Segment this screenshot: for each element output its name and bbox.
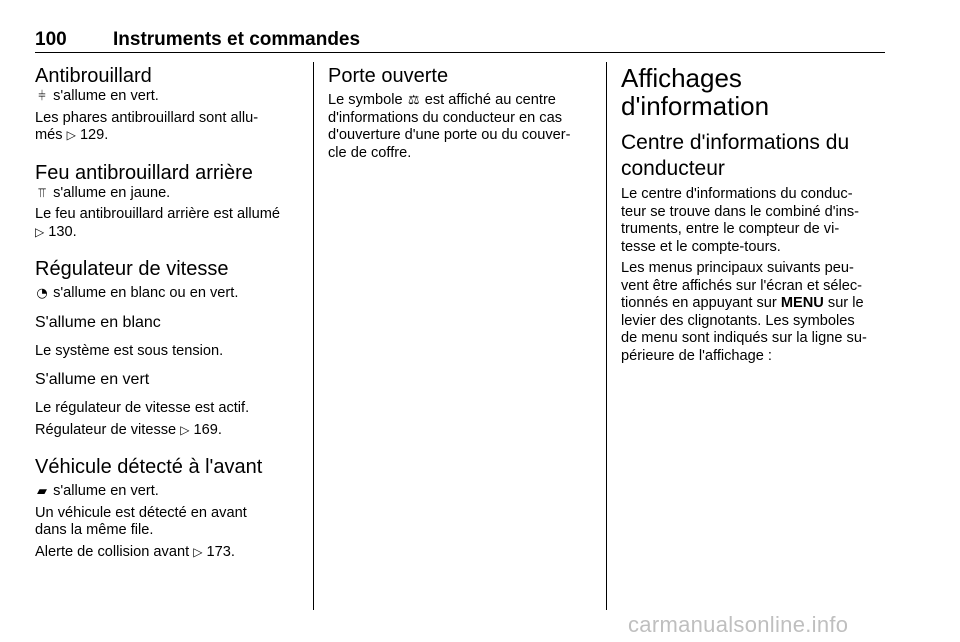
menu-keyword: MENU [780, 295, 824, 311]
subsection-title-centre: Centre d'informations du conducteur [621, 131, 850, 180]
reference-arrow-icon: ▷ [66, 128, 76, 142]
column-left [35, 64, 303, 561]
column-divider [606, 62, 607, 610]
paragraph: Le régulateur de vitesse est actif. [35, 400, 250, 416]
page-header [35, 30, 885, 53]
subheading-blanc: S'allume en blanc [35, 313, 161, 331]
column-divider [313, 62, 314, 610]
paragraph: Le symbole ⚖ est affiché au centre d'informations du conducteur en cas d'ouverture d'une porte ou du couver- cle de coffre. [328, 92, 571, 161]
status-line: ⫪ s'allume en jaune. [35, 185, 303, 203]
paragraph: Le centre d'informations du conduc- teur se trouve dans le combiné d'ins- truments, entre le compteur de vi- tesse et le compte-tours. [621, 186, 860, 255]
paragraph: Un véhicule est détecté en avant dans la même file. [35, 504, 247, 538]
door-open-icon: ⚖ [407, 93, 420, 108]
rear-fog-light-icon: ⫪ [38, 185, 46, 201]
column-right [621, 64, 889, 365]
reference-line: Régulateur de vitesse ▷ 169. [35, 421, 222, 438]
vehicle-ahead-icon: ▰ [37, 484, 47, 499]
page-title: Instruments et commandes [113, 29, 361, 50]
status-line: ◔ s'allume en blanc ou en vert. [36, 285, 239, 301]
subheading-vert: S'allume en vert [35, 371, 150, 388]
section-title-porte: Porte ouverte [328, 65, 449, 87]
reference-arrow-icon: ▷ [35, 224, 45, 239]
fog-light-icon: ⫩ [38, 89, 46, 104]
column-middle [328, 64, 596, 162]
paragraph: Les menus principaux suivants peu- vent être affichés sur l'écran et sélec- tionnés en appuyant sur MENU sur le levier des clignotants. Les symboles de menu sont indiqués sur la ligne su- périeure de l'affichage : [621, 260, 867, 364]
status-line: ▰ s'allume en vert. [37, 483, 159, 499]
reference-line: Alerte de collision avant ▷ 173. [35, 543, 235, 560]
section-title-antibrouillard: Antibrouillard [35, 65, 152, 87]
page-number: 100 [35, 29, 67, 50]
section-title-regulateur: Régulateur de vitesse [35, 258, 229, 280]
reference-arrow-icon: ▷ [180, 422, 190, 437]
paragraph: Le système est sous tension. [35, 342, 224, 359]
cruise-control-icon: ◔ [36, 286, 48, 301]
reference-arrow-icon: ▷ [193, 544, 203, 559]
section-title-feu-arriere: Feu antibrouillard arrière [35, 161, 253, 184]
section-title-affichages: Affichages d'information [621, 63, 770, 121]
paragraph: Le feu antibrouillard arrière est allumé ▷ 130. [35, 206, 280, 240]
section-title-vehicule: Véhicule détecté à l'avant [35, 456, 263, 478]
paragraph: Les phares antibrouillard sont allu- més ▷ 129. [35, 109, 259, 143]
watermark: carmanualsonline.info [628, 612, 849, 637]
status-line: ⫩ s'allume en vert. [35, 88, 303, 106]
